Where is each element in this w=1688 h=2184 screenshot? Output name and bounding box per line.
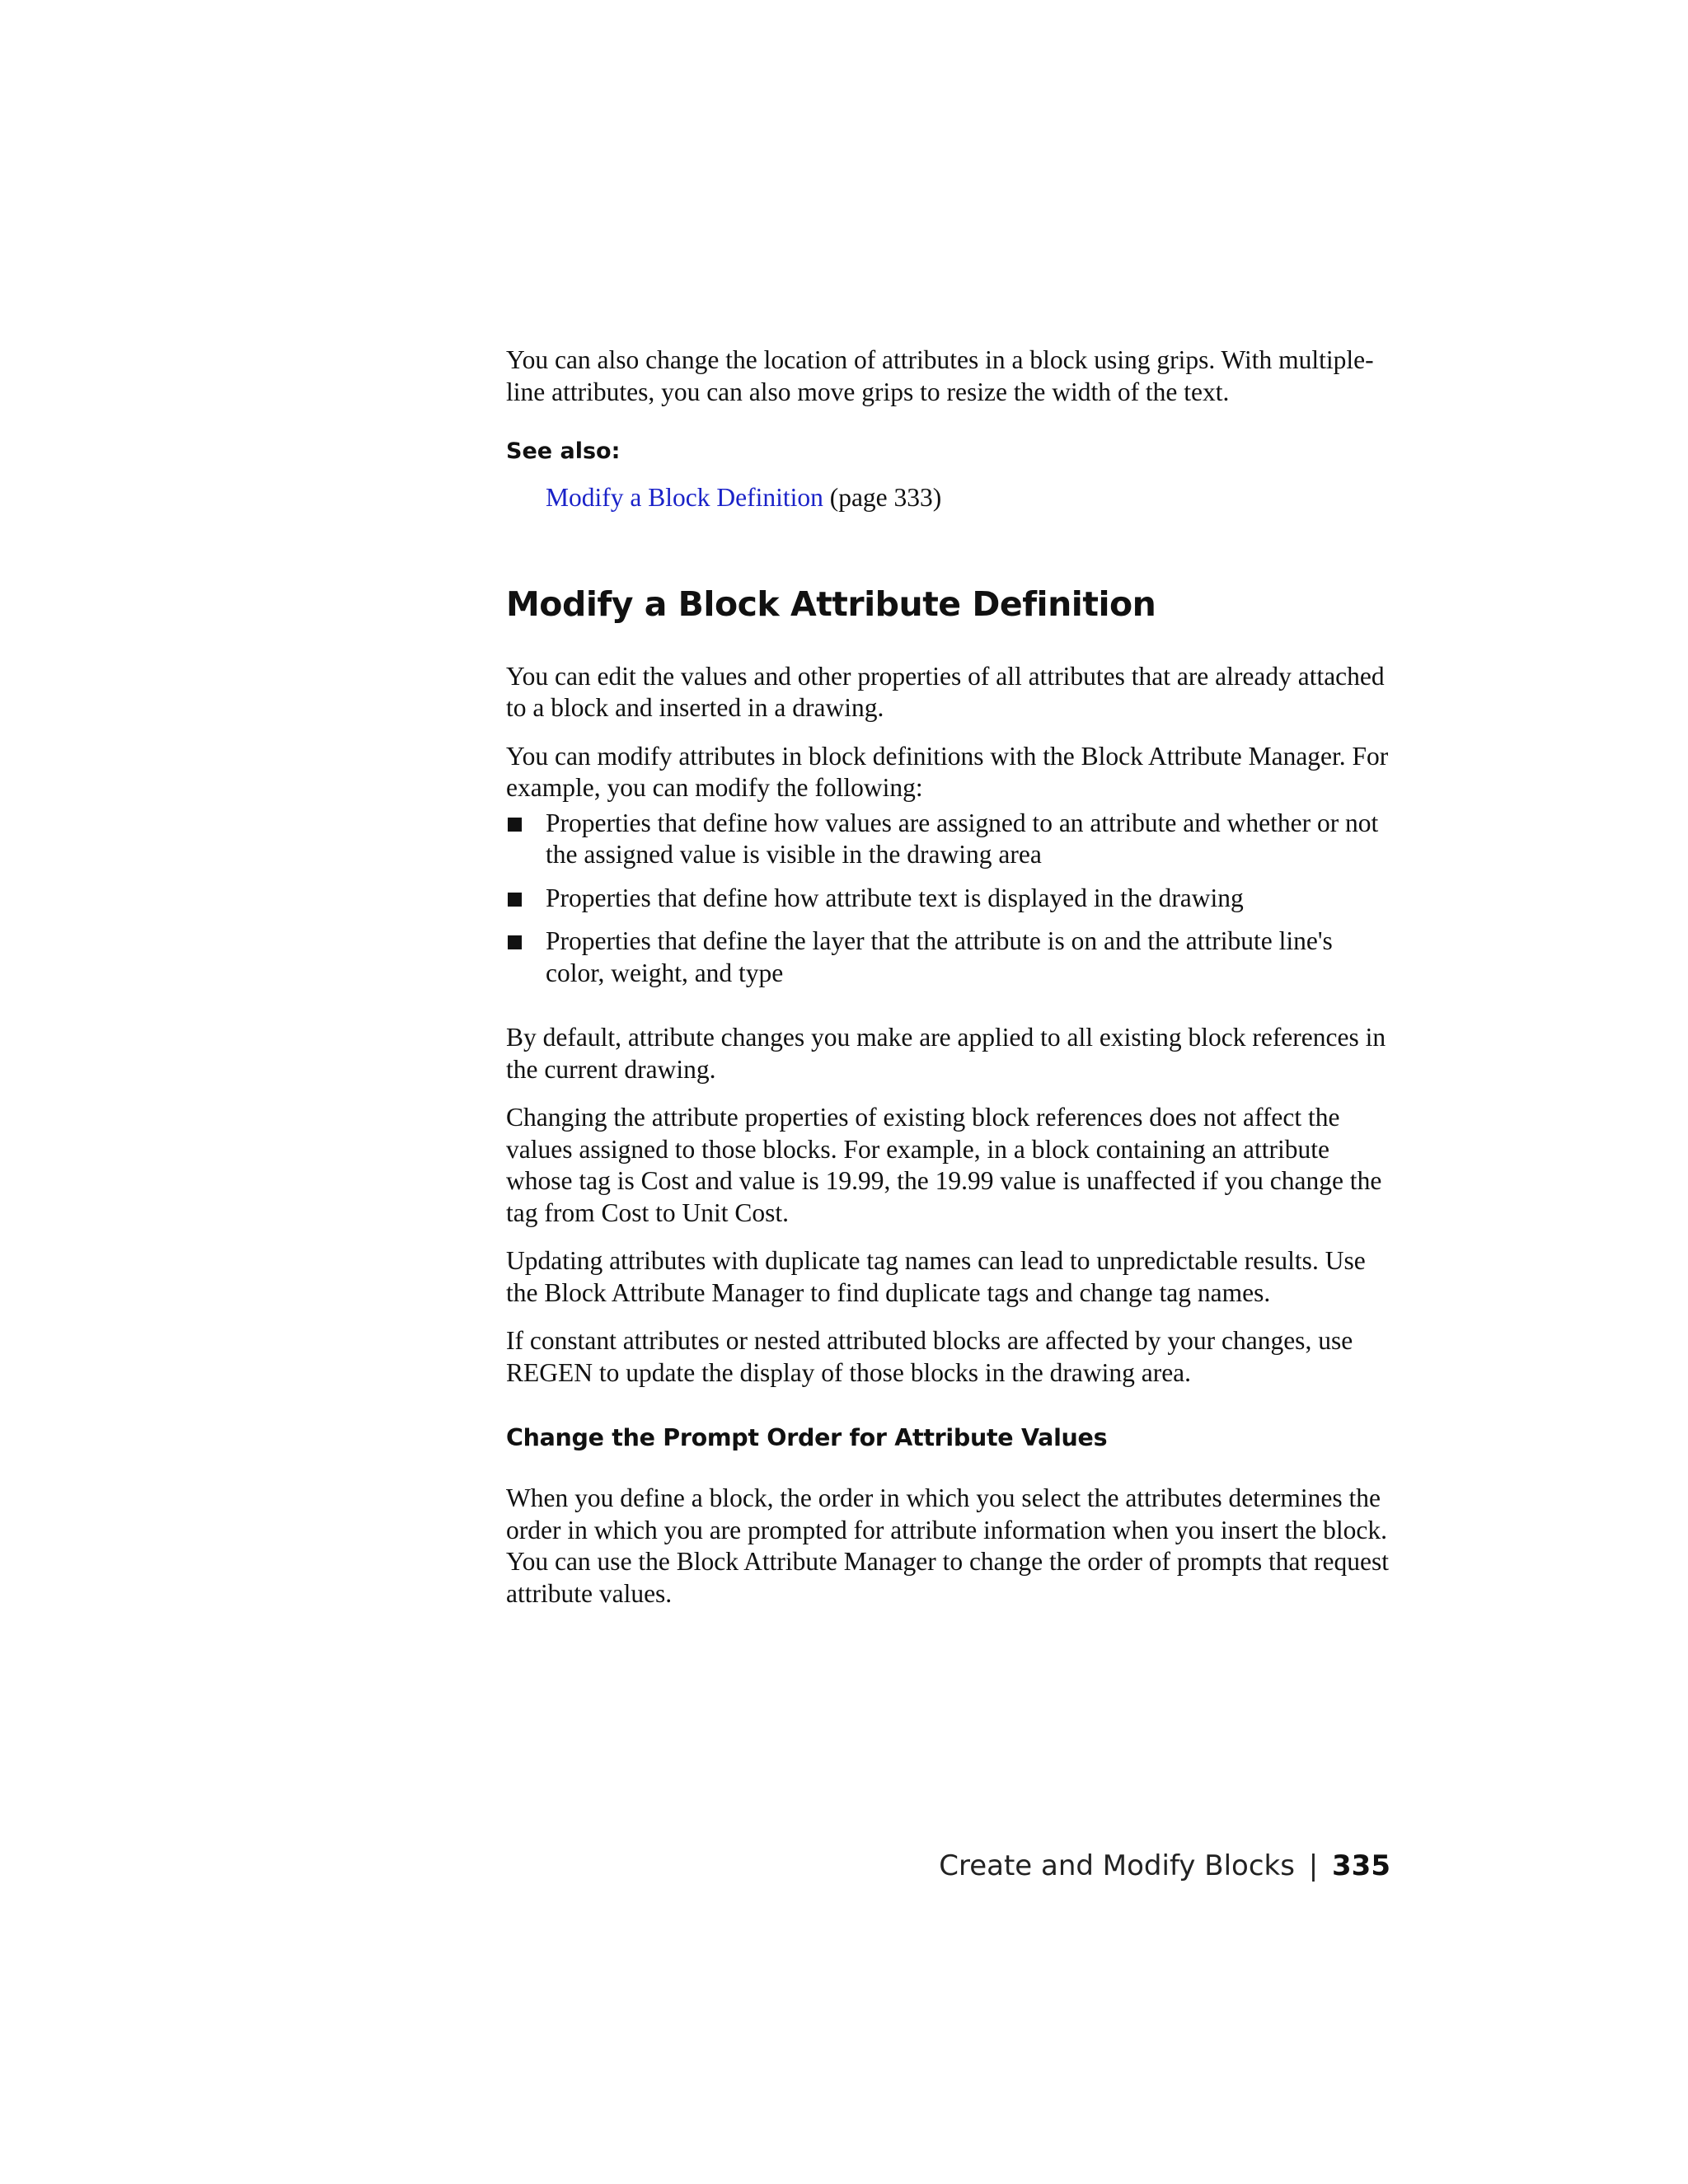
properties-list xyxy=(506,808,1396,990)
section-paragraph-6: If constant attributes or nested attributed blocks are affected by your changes, use REGEN to update the display of those blocks in the drawing area. xyxy=(506,1326,1353,1387)
section-paragraph-3: By default, attribute changes you make are applied to all existing block references in the current drawing. xyxy=(506,1023,1386,1084)
list-item-text: Properties that define the layer that the attribute is on and the attribute line's color, weight, and type xyxy=(546,926,1333,987)
modify-block-definition-link[interactable]: Modify a Block Definition xyxy=(546,483,823,512)
page-number: 335 xyxy=(1332,1849,1390,1882)
see-also-label: See also: xyxy=(506,438,621,464)
page-content xyxy=(506,344,1396,1610)
subsection-title: Change the Prompt Order for Attribute Values xyxy=(506,1424,1108,1451)
list-item-text: Properties that define how values are assigned to an attribute and whether or not the assigned value is visible in the drawing area xyxy=(546,808,1379,869)
page-reference: (page 333) xyxy=(829,483,942,512)
list-item xyxy=(506,926,1396,989)
bullet-square-icon xyxy=(508,893,522,907)
subsection-paragraph: When you define a block, the order in which you select the attributes determines the order in which you are prompted for attribute information when you insert the block. You can use the Block Attribute Manager to change the order of prompts that request attribute values. xyxy=(506,1483,1390,1608)
footer-separator: | xyxy=(1308,1849,1319,1882)
section-paragraph-4: Changing the attribute properties of existing block references does not affect the values assigned to those blocks. For example, in a block containing an attribute whose tag is Cost and value is 19.99, the 19.99 value is unaffected if you change the tag from Cost to Unit Cost. xyxy=(506,1103,1382,1227)
page-footer xyxy=(939,1848,1390,1884)
list-item-text: Properties that define how attribute text is displayed in the drawing xyxy=(546,883,1244,912)
section-paragraph-1: You can edit the values and other properties of all attributes that are already attached to a block and inserted in a drawing. xyxy=(506,661,1385,722)
list-item xyxy=(506,808,1396,871)
bullet-square-icon xyxy=(508,818,522,832)
see-also-entry xyxy=(546,482,1396,514)
section-paragraph-2: You can modify attributes in block definitions with the Block Attribute Manager. For example, you can modify the following: xyxy=(506,741,1389,802)
section-paragraph-5: Updating attributes with duplicate tag names can lead to unpredictable results. Use the Block Attribute Manager to find duplicate tags and change tag names. xyxy=(506,1246,1366,1307)
footer-chapter-title: Create and Modify Blocks xyxy=(939,1849,1295,1882)
intro-paragraph: You can also change the location of attributes in a block using grips. With multiple-line attributes, you can also move grips to resize the width of the text. xyxy=(506,345,1374,406)
section-title: Modify a Block Attribute Definition xyxy=(506,583,1156,624)
bullet-square-icon xyxy=(508,935,522,949)
list-item xyxy=(506,883,1396,915)
